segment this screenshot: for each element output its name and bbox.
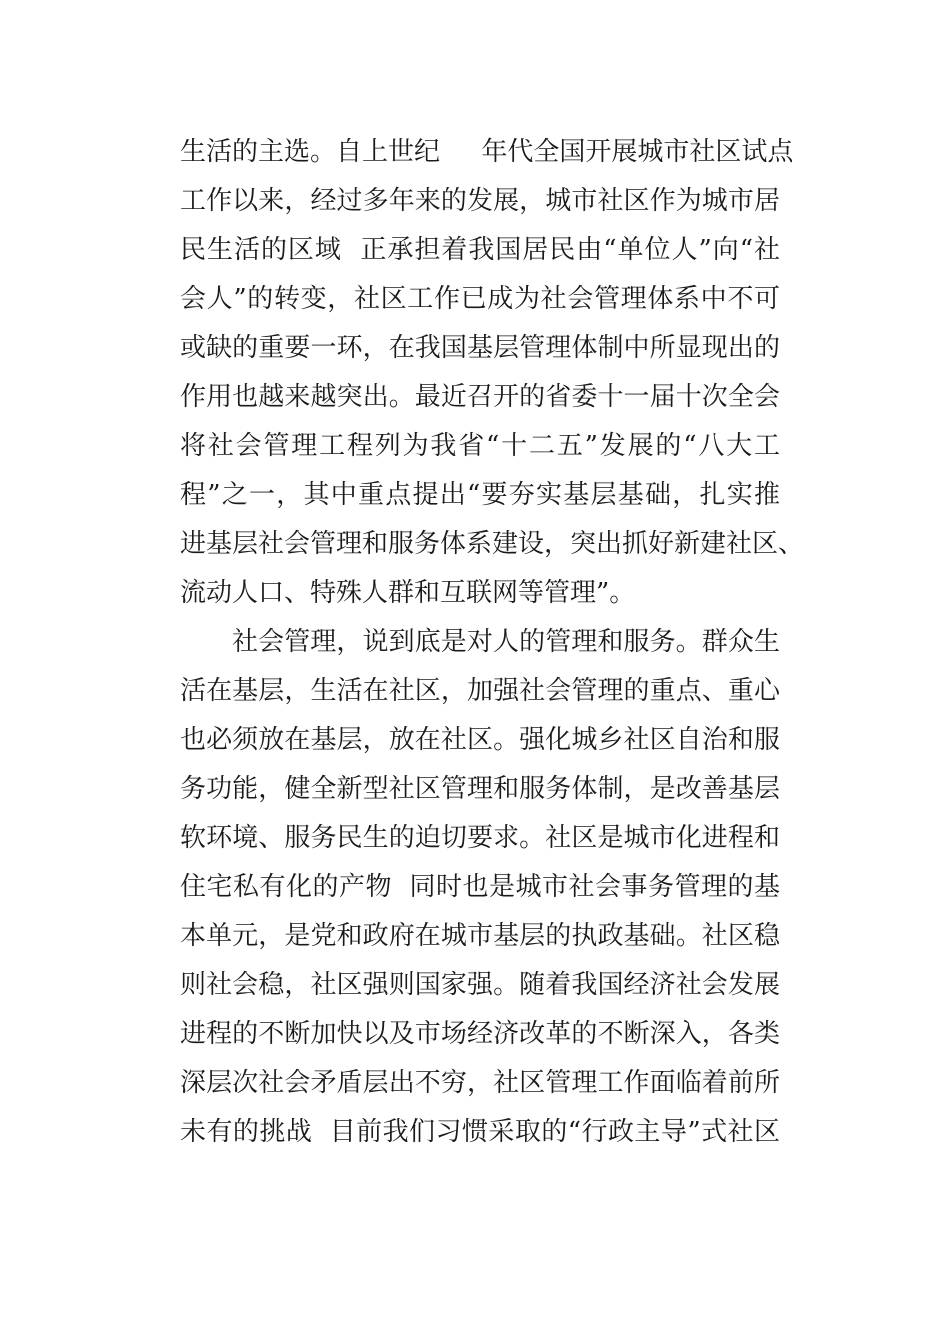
text-line: 住宅私有化的产物 同时也是城市社会事务管理的基 — [180, 872, 780, 902]
text-line: 务功能，健全新型社区管理和服务体制，是改善基层 — [180, 774, 780, 804]
text-line: 进程的不断加快以及市场经济改革的不断深入，各类 — [180, 1019, 780, 1049]
text-line: 流动人口、特殊人群和互联网等管理”。 — [180, 578, 636, 608]
text-line: 深层次社会矛盾层出不穷，社区管理工作面临着前所 — [180, 1068, 780, 1098]
text-line: 社会管理，说到底是对人的管理和服务。群众生 — [232, 627, 780, 657]
text-line: 未有的挑战 目前我们习惯采取的“行政主导”式社区 — [180, 1117, 780, 1147]
text-line: 程”之一，其中重点提出“要夯实基层基础，扎实推 — [180, 480, 780, 510]
text-line: 生活的主选。自上世纪 年代全国开展城市社区试点 — [180, 137, 794, 167]
body-text — [180, 128, 805, 1157]
text-line: 软环境、服务民生的迫切要求。社区是城市化进程和 — [180, 823, 780, 853]
text-line: 本单元，是党和政府在城市基层的执政基础。社区稳 — [180, 921, 780, 951]
text-line: 民生活的区域 正承担着我国居民由“单位人”向“社 — [180, 235, 780, 265]
text-line: 作用也越来越突出。最近召开的省委十一届十次全会 — [180, 382, 780, 412]
text-line: 或缺的重要一环，在我国基层管理体制中所显现出的 — [180, 333, 780, 363]
text-line: 则社会稳，社区强则国家强。随着我国经济社会发展 — [180, 970, 780, 1000]
text-line: 工作以来，经过多年来的发展，城市社区作为城市居 — [180, 186, 780, 216]
text-line: 活在基层，生活在社区，加强社会管理的重点、重心 — [180, 676, 780, 706]
text-line: 进基层社会管理和服务体系建设，突出抓好新建社区、 — [180, 529, 805, 559]
text-line: 也必须放在基层，放在社区。强化城乡社区自治和服 — [180, 725, 780, 755]
text-line: 将社会管理工程列为我省“十二五”发展的“八大工 — [180, 431, 780, 461]
text-line: 会人”的转变，社区工作已成为社会管理体系中不可 — [180, 284, 780, 314]
